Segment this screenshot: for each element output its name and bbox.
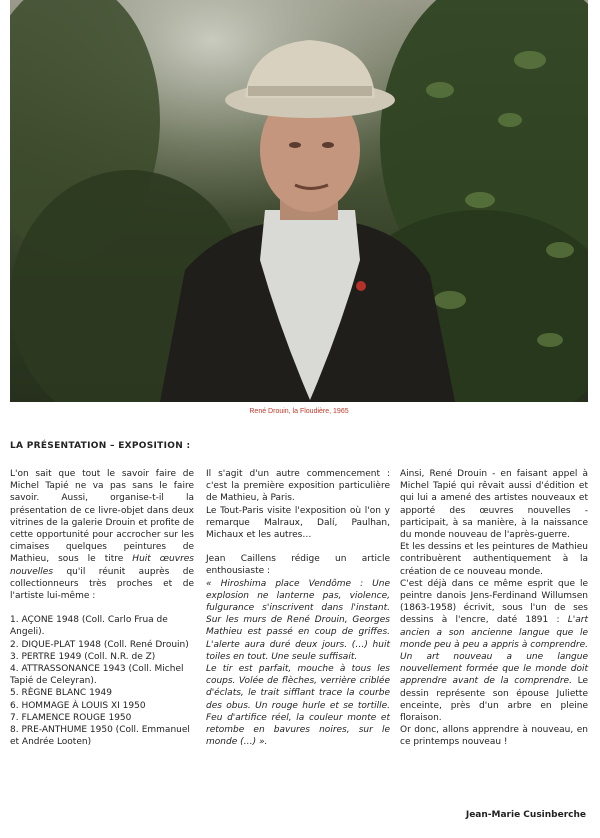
quote-paragraph: « Hiroshima place Vendôme : Une explosion ne lanterne pas, violence, fulgurance s'inscrivent dans l'instant. Sur les murs de René Drouin, Georges Mathieu est passé en coup de griffes. L'alerte aura duré deux jours. (…) huit toiles en tout. Une seule suffisait. <box>206 578 390 662</box>
paragraph: Il s'agit d'un autre commencement : c'est la première exposition particulière de Mathieu, à Paris. <box>206 469 390 504</box>
portrait-photo <box>10 0 588 402</box>
paragraph-text-a: C'est déjà dans ce même esprit que le peintre danois Jens-Ferdinand Willumsen (1863-1958) écrivit, sous l'un de ses dessins à l'encre, daté 1891 : <box>400 578 588 626</box>
list-item: 5. RÈGNE BLANC 1949 <box>10 688 112 699</box>
paragraph: Or donc, allons apprendre à nouveau, en ce printemps nouveau ! <box>400 725 588 748</box>
paragraph: Le Tout-Paris visite l'exposition où l'on y remarque Malraux, Dalí, Paulhan, Michaux et les autres… <box>206 505 390 541</box>
quote-paragraph: Le tir est parfait, mouche à tous les coups. Volée de flèches, verrière criblée d'éclats, le trait sifflant trace la courbe des obus. Un rouge hurle et se tortille. Feu d'artifice réel, la couleur monte et retombe en bavures noires, sur le monde (…) ». <box>206 664 390 748</box>
paragraph: Et les dessins et les peintures de Mathieu contribuèrent authentiquement à la création de ce nouveau monde. <box>400 542 588 577</box>
willumsen-quote: L'art ancien a son ancienne langue que le monde peu à peu a appris à comprendre. Un art nouveau a une langue nouvellement formée que le monde doit apprendre avant de la comprendre. <box>400 615 588 687</box>
author-signature: Jean-Marie Cusinberche <box>465 810 586 820</box>
photo-caption: René Drouin, la Floudière, 1965 <box>249 408 349 415</box>
intro-text-a: L'on sait que tout le savoir faire de Michel Tapié ne va pas sans le faire savoir. Aussi, organise-t-il la présentation de ce livre-objet dans deux vitrines de la galerie Drouin et profite de cette opportunité pour accrocher sur les cimaises quelques peintures de Mathieu, sous le titre <box>10 469 194 565</box>
paragraph-text-b: Le dessin représente son épouse Juliette enceinte, près d'un arbre en pleine floraison. <box>400 676 588 724</box>
intro-paragraph <box>10 468 194 602</box>
works-list <box>10 614 194 748</box>
paragraph: Ainsi, René Drouin - en faisant appel à Michel Tapié qui rêvait aussi d'édition et qui lui a amené des artistes nouveaux et apporté des œuvres nouvelles - participait, à sa manière, à la naissance du monde nouveau de l'après-guerre. <box>400 469 588 541</box>
paragraph: Jean Caillens rédige un article enthousiaste : <box>206 554 390 577</box>
list-item: 7. FLAMENCE ROUGE 1950 <box>10 712 132 723</box>
list-item: 1. AÇONE 1948 (Coll. Carlo Frua de Angeli). <box>10 615 168 638</box>
text-column-3 <box>400 468 588 749</box>
portrait-illustration <box>10 0 588 402</box>
text-column-1 <box>10 468 194 748</box>
text-column-2 <box>206 468 390 748</box>
list-item: 4. ATTRASSONANCE 1943 (Coll. Michel Tapié de Celeyran). <box>10 664 184 687</box>
list-item: 3. PERTRE 1949 (Coll. N.R. de Z) <box>10 651 156 662</box>
list-item: 8. PRE-ANTHUME 1950 (Coll. Emmanuel et Andrée Looten) <box>10 725 190 748</box>
list-item: 6. HOMMAGE À LOUIS XI 1950 <box>10 700 146 711</box>
paragraph <box>400 578 588 724</box>
list-item: 2. DIQUE-PLAT 1948 (Coll. René Drouin) <box>10 639 189 650</box>
intro-text-b: qu'il réunit auprès de collectionneurs très proches et de l'artiste lui-même : <box>10 566 194 602</box>
section-title: LA PRÉSENTATION – EXPOSITION : <box>10 441 191 451</box>
intro-italic-title: Huit œuvres nouvelles <box>10 554 194 577</box>
